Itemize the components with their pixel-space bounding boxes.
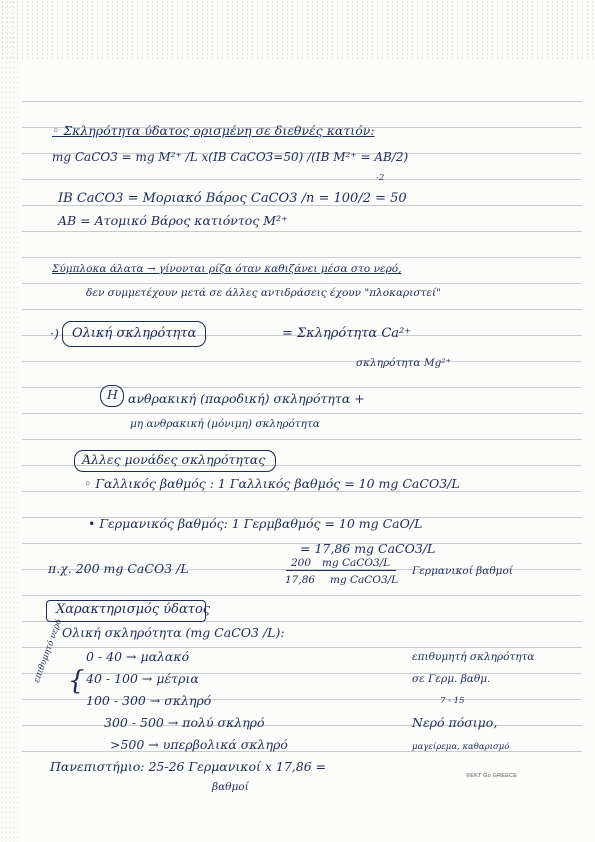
note-fragment: -2: [376, 173, 385, 183]
list-item: 40 - 100 → μέτρια: [86, 671, 199, 686]
note-line: • Γερμανικός βαθμός: 1 Γερμβαθμός = 10 mg CaO/L: [88, 516, 423, 531]
note-line: Γερμανικοί βαθμοί: [412, 565, 513, 577]
note-line: = 17,86 mg CaCO3/L: [300, 541, 436, 556]
section-heading: Ολική σκληρότητα: [72, 326, 197, 341]
ruled-line: [22, 439, 582, 440]
ruled-line: [22, 413, 582, 414]
fraction-bar: [286, 570, 396, 571]
note-line: ανθρακική (παροδική) σκληρότητα +: [128, 391, 365, 406]
scan-noise-top: [0, 0, 595, 60]
note-line: π.χ. 200 mg CaCO3 /L: [48, 561, 189, 576]
note-line: σκληρότητα Mg²⁺: [356, 357, 452, 369]
note-line: ΑΒ = Ατομικό Βάρος κατιόντος M²⁺: [58, 213, 288, 228]
note-line: ◦ Σκληρότητα ύδατος ορισμένη σε διεθνές κατιόν:: [52, 123, 375, 138]
brace-mark: {: [68, 666, 85, 696]
formula-line: mg CaCO3 = mg M²⁺ /L x(ΙΒ CaCO3=50) /(ΙΒ M²⁺ = ΑΒ/2): [52, 150, 409, 164]
note-line: = Σκληρότητα Ca²⁺: [282, 326, 412, 341]
list-item: 100 - 300 → σκληρό: [86, 693, 212, 708]
list-item: 300 - 500 → πολύ σκληρό: [104, 715, 265, 730]
ruled-line: [22, 231, 582, 232]
note-line: μη ανθρακική (μόνιμη) σκληρότητα: [130, 418, 320, 430]
scan-noise-left: [0, 0, 18, 842]
ruled-line: [22, 283, 582, 284]
ruled-line: [22, 257, 582, 258]
dot-mark: ·): [50, 326, 59, 341]
fraction-denominator-unit: mg CaCO3/L: [330, 574, 399, 586]
ruled-line: [22, 309, 582, 310]
ruled-line: [22, 595, 582, 596]
note-line: ◦ Γαλλικός βαθμός : 1 Γαλλικός βαθμός = 10 mg CaCO3/L: [84, 476, 460, 491]
ruled-line: [22, 491, 582, 492]
note-line: Νερό πόσιμο,: [412, 715, 498, 730]
section-heading: Άλλες μονάδες σκληρότητας: [82, 452, 266, 467]
note-line: Ολική σκληρότητα (mg CaCO3 /L):: [62, 625, 285, 640]
note-line: 7 - 15: [440, 696, 465, 706]
fraction-numerator: 200: [291, 557, 312, 569]
circle-letter: H: [107, 387, 118, 402]
note-line: Πανεπιστήμιο: 25-26 Γερμανικοί x 17,86 =: [50, 759, 327, 774]
note-line: σε Γερμ. βαθμ.: [412, 673, 491, 685]
note-line: Σύμπλοκα άλατα → γίνονται ρίζα όταν καθιζάνει μέσα στο νερό,: [52, 263, 402, 275]
note-line: επιθυμητή σκληρότητα: [412, 651, 535, 663]
ruled-line: [22, 361, 582, 362]
formula-line: ΙΒ CaCO3 = Μοριακό Βάρος CaCO3 /n = 100/2 = 50: [58, 191, 407, 206]
ruled-line: [22, 647, 582, 648]
section-heading: Χαρακτηρισμός ύδατος: [56, 602, 211, 617]
note-line: βαθμοί: [212, 781, 249, 793]
ruled-line: [22, 179, 582, 180]
side-note: επιθυμητό νερό: [31, 617, 65, 685]
list-item: 0 - 40 → μαλακό: [86, 649, 190, 664]
list-item: >500 → υπερβολικά σκληρό: [110, 737, 288, 752]
note-line: δεν συμμετέχουν μετά σε άλλες αντιδράσεις έχουν "πλοκαριστεί": [86, 287, 441, 299]
fraction-numerator-unit: mg CaCO3/L: [322, 557, 391, 569]
ruled-line: [22, 101, 582, 102]
watermark: ©EKT Go GREECE: [466, 773, 518, 779]
note-line: μαγείρεμα, καθαρισμό: [412, 742, 510, 752]
fraction-denominator: 17,86: [285, 574, 316, 586]
